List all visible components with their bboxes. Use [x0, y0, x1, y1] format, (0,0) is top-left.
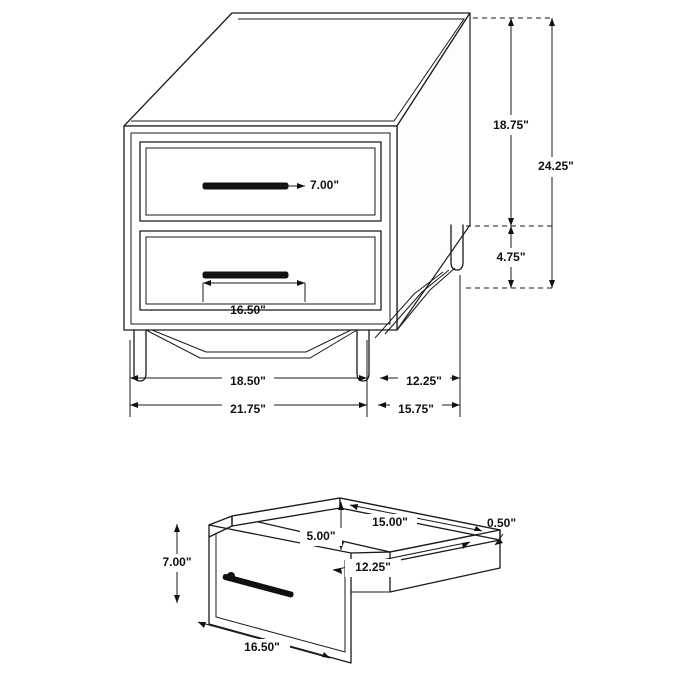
dim-arrow-700d-top	[174, 524, 180, 532]
dim-label-7-00-drawer: 7.00"	[162, 555, 192, 570]
dim-arrow-700d-bot	[174, 595, 180, 603]
dim-label-4-75: 4.75"	[496, 250, 526, 265]
front-left-leg	[134, 330, 146, 381]
dim-arrow-475-bot	[508, 280, 514, 288]
dim-arrow-1225d-right	[462, 542, 470, 549]
dim-arrow-2425-bot	[549, 280, 555, 288]
bottom-drawer-handle	[203, 272, 288, 278]
dim-arrow-475-top	[508, 226, 514, 234]
front-base-support	[146, 330, 357, 358]
nightstand-assembly-view	[124, 13, 578, 418]
dim-label-7: 7.00"	[310, 178, 340, 193]
drawer-handle-knob	[227, 572, 235, 580]
dim-label-16-50: 16.50"	[230, 303, 266, 318]
dim-label-15-75: 15.75"	[398, 402, 434, 417]
dim-label-12-25-drawer: 12.25"	[355, 560, 391, 575]
top-drawer-front	[140, 142, 381, 221]
dim-arrow-1650d-left	[198, 622, 206, 628]
dim-label-12-25-top: 12.25"	[406, 374, 442, 389]
dim-arrow-2425-top	[549, 18, 555, 26]
dim-arrow-2175-right	[359, 402, 367, 408]
dim-arrow-1225-left	[380, 375, 388, 381]
dim-arrow-1875-top	[508, 18, 514, 26]
dim-label-15-00: 15.00"	[372, 515, 408, 530]
dim-label-24-25: 24.25"	[538, 159, 574, 174]
dim-arrow-1575-left	[378, 402, 386, 408]
dim-label-16-50-drawer: 16.50"	[244, 640, 280, 655]
dim-arrow-1575-right	[452, 402, 460, 408]
dim-label-5-00: 5.00"	[306, 529, 336, 544]
dim-label-21-75: 21.75"	[230, 402, 266, 417]
dim-label-18-50: 18.50"	[230, 374, 266, 389]
bottom-drawer-front	[140, 231, 381, 310]
dim-arrow-2175-left	[130, 402, 138, 408]
dim-label-0-50: 0.50"	[487, 516, 517, 531]
drawer-detail-view	[156, 498, 516, 663]
dim-label-18-75: 18.75"	[493, 118, 529, 133]
dim-arrow-1875-bot	[508, 218, 514, 226]
dim-arrow-1225-right	[452, 375, 460, 381]
